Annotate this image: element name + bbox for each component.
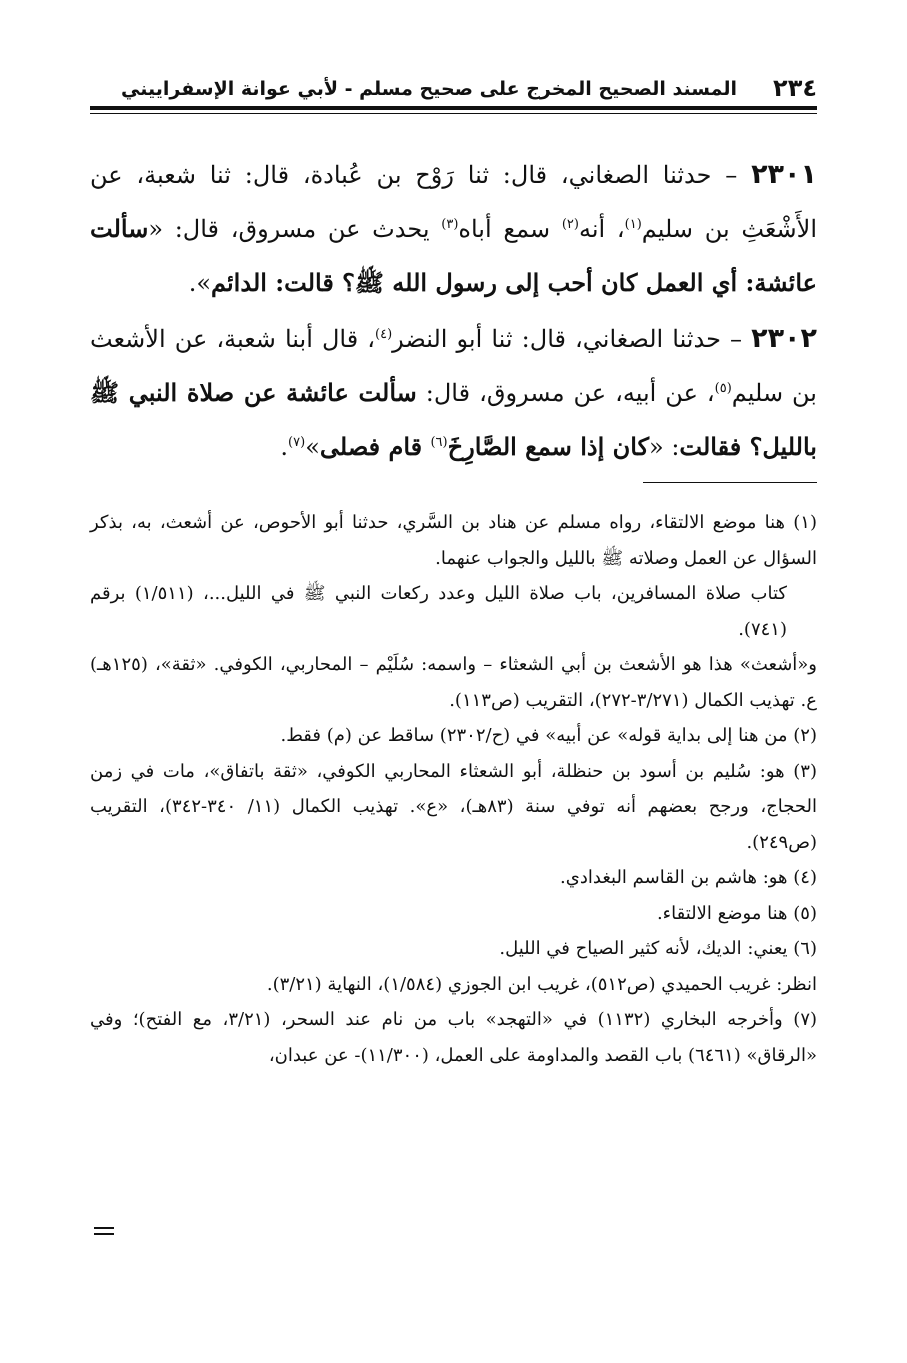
hadith-text: يحدث عن مسروق، قال: « xyxy=(148,215,442,243)
hadith-text: ». xyxy=(188,269,212,297)
header-rule-thin xyxy=(90,113,817,114)
footnote-6: (٦) يعني: الديك، لأنه كثير الصياح في الليل. xyxy=(499,938,817,959)
footnote-4: (٤) هو: هاشم بن القاسم البغدادي. xyxy=(560,867,817,888)
hadith-text: ، عن أبيه، عن مسروق، قال: xyxy=(416,379,715,407)
hadith-matn: سألت عائشة عن صلاة النبي ﷺ بالليل؟ فقالت xyxy=(90,378,817,461)
hadith-matn: سألت عائشة: أي العمل كان أحب إلى رسول الله ﷺ؟ قالت: الدائم xyxy=(90,214,817,297)
footnote-1: (١) هنا موضع الالتقاء، رواه مسلم عن هناد بن السَّري، حدثنا أبو الأحوص، عن أشعث، به، بذكر السؤال عن العمل وصلاته ﷺ بالليل والجواب عنهما. xyxy=(90,512,817,569)
header-rule-thick xyxy=(90,106,817,110)
hadith-number: ٢٣٠١ xyxy=(751,159,817,190)
footnote-ref[interactable]: (٥) xyxy=(714,381,732,396)
footnote-1-continued: كتاب صلاة المسافرين، باب صلاة الليل وعدد ركعات النبي ﷺ في الليل...، (١/٥١١) برقم (٧٤١). xyxy=(90,583,787,640)
hadith-text: ، قال أبنا شعبة، عن الأشعث بن سليم xyxy=(90,325,817,407)
hadith-text: – حدثنا الصغاني، قال: ثنا رَوْح بن عُبادة، قال: ثنا شعبة، عن الأَشْعَثِ بن سليم xyxy=(90,161,818,243)
hadith-text: ، أنه xyxy=(578,215,625,243)
hadith-text: » xyxy=(305,433,320,461)
hadith-text: . xyxy=(280,433,289,461)
hadith-2301 xyxy=(90,148,817,310)
footnote-ref[interactable]: (١) xyxy=(624,217,642,232)
page-number: ٢٣٤ xyxy=(773,74,817,102)
footnote-ref[interactable]: (٣) xyxy=(441,217,459,232)
hadith-matn: قام فصلى xyxy=(319,432,431,461)
hadith-text: سمع أباه xyxy=(458,215,562,243)
footnote-ref[interactable]: (٧) xyxy=(288,435,306,450)
footnote-5: (٥) هنا موضع الالتقاء. xyxy=(656,902,817,924)
running-header xyxy=(90,72,817,106)
footnote-ref[interactable]: (٢) xyxy=(561,217,579,232)
footnotes xyxy=(90,505,817,1073)
footnote-2: (٢) من هنا إلى بداية قوله» عن أبيه» في (ح/٢٣٠٢) ساقط عن (م) فقط. xyxy=(280,725,817,746)
footnote-ref[interactable]: (٦) xyxy=(430,435,448,450)
hadith-matn: كان إذا سمع الصَّارِخَ xyxy=(447,432,650,461)
footnote-ref[interactable]: (٤) xyxy=(375,327,393,342)
hadith-2302 xyxy=(90,312,817,474)
footnote-separator xyxy=(643,482,817,483)
footnote-3: (٣) هو: سُليم بن أسود بن حنظلة، أبو الشعثاء المحاربي الكوفي، «ثقة باتفاق»، مات في زمن الحجاج، ورجح بعضهم أنه توفي سنة (٨٣هـ)، «ع». تهذيب الكمال (١١/ ٣٤٠-٣٤٢)، التقريب (ص٢٤٩). xyxy=(90,760,818,853)
hadith-text: : « xyxy=(649,433,680,461)
footnote-1-narrator: و«أشعث» هذا هو الأشعث بن أبي الشعثاء – واسمه: سُلَيْم – المحاربي، الكوفي. «ثقة»، (١٢٥هـ) ع. تهذيب الكمال (٣/٢٧١-٢٧٢)، التقريب (ص١١٣). xyxy=(90,654,817,711)
footnote-6-continued: انظر: غريب الحميدي (ص٥١٢)، غريب ابن الجوزي (١/٥٨٤)، النهاية (٣/٢١). xyxy=(266,973,817,995)
footnote-7: (٧) وأخرجه البخاري (١١٣٢) في «التهجد» باب من نام عند السحر، (٣/٢١، مع الفتح)؛ وفي «الرقاق» (٦٤٦١) باب القصد والمداومة على العمل، (١١/٣٠٠)- عن عبدان، xyxy=(90,1009,818,1066)
continuation-mark xyxy=(94,1226,114,1238)
hadith-number: ٢٣٠٢ xyxy=(751,323,818,354)
running-title: المسند الصحيح المخرج على صحيح مسلم - لأبي عوانة الإسفراييني xyxy=(121,78,737,100)
hadith-text: – حدثنا الصغاني، قال: ثنا أبو النضر xyxy=(392,325,752,353)
